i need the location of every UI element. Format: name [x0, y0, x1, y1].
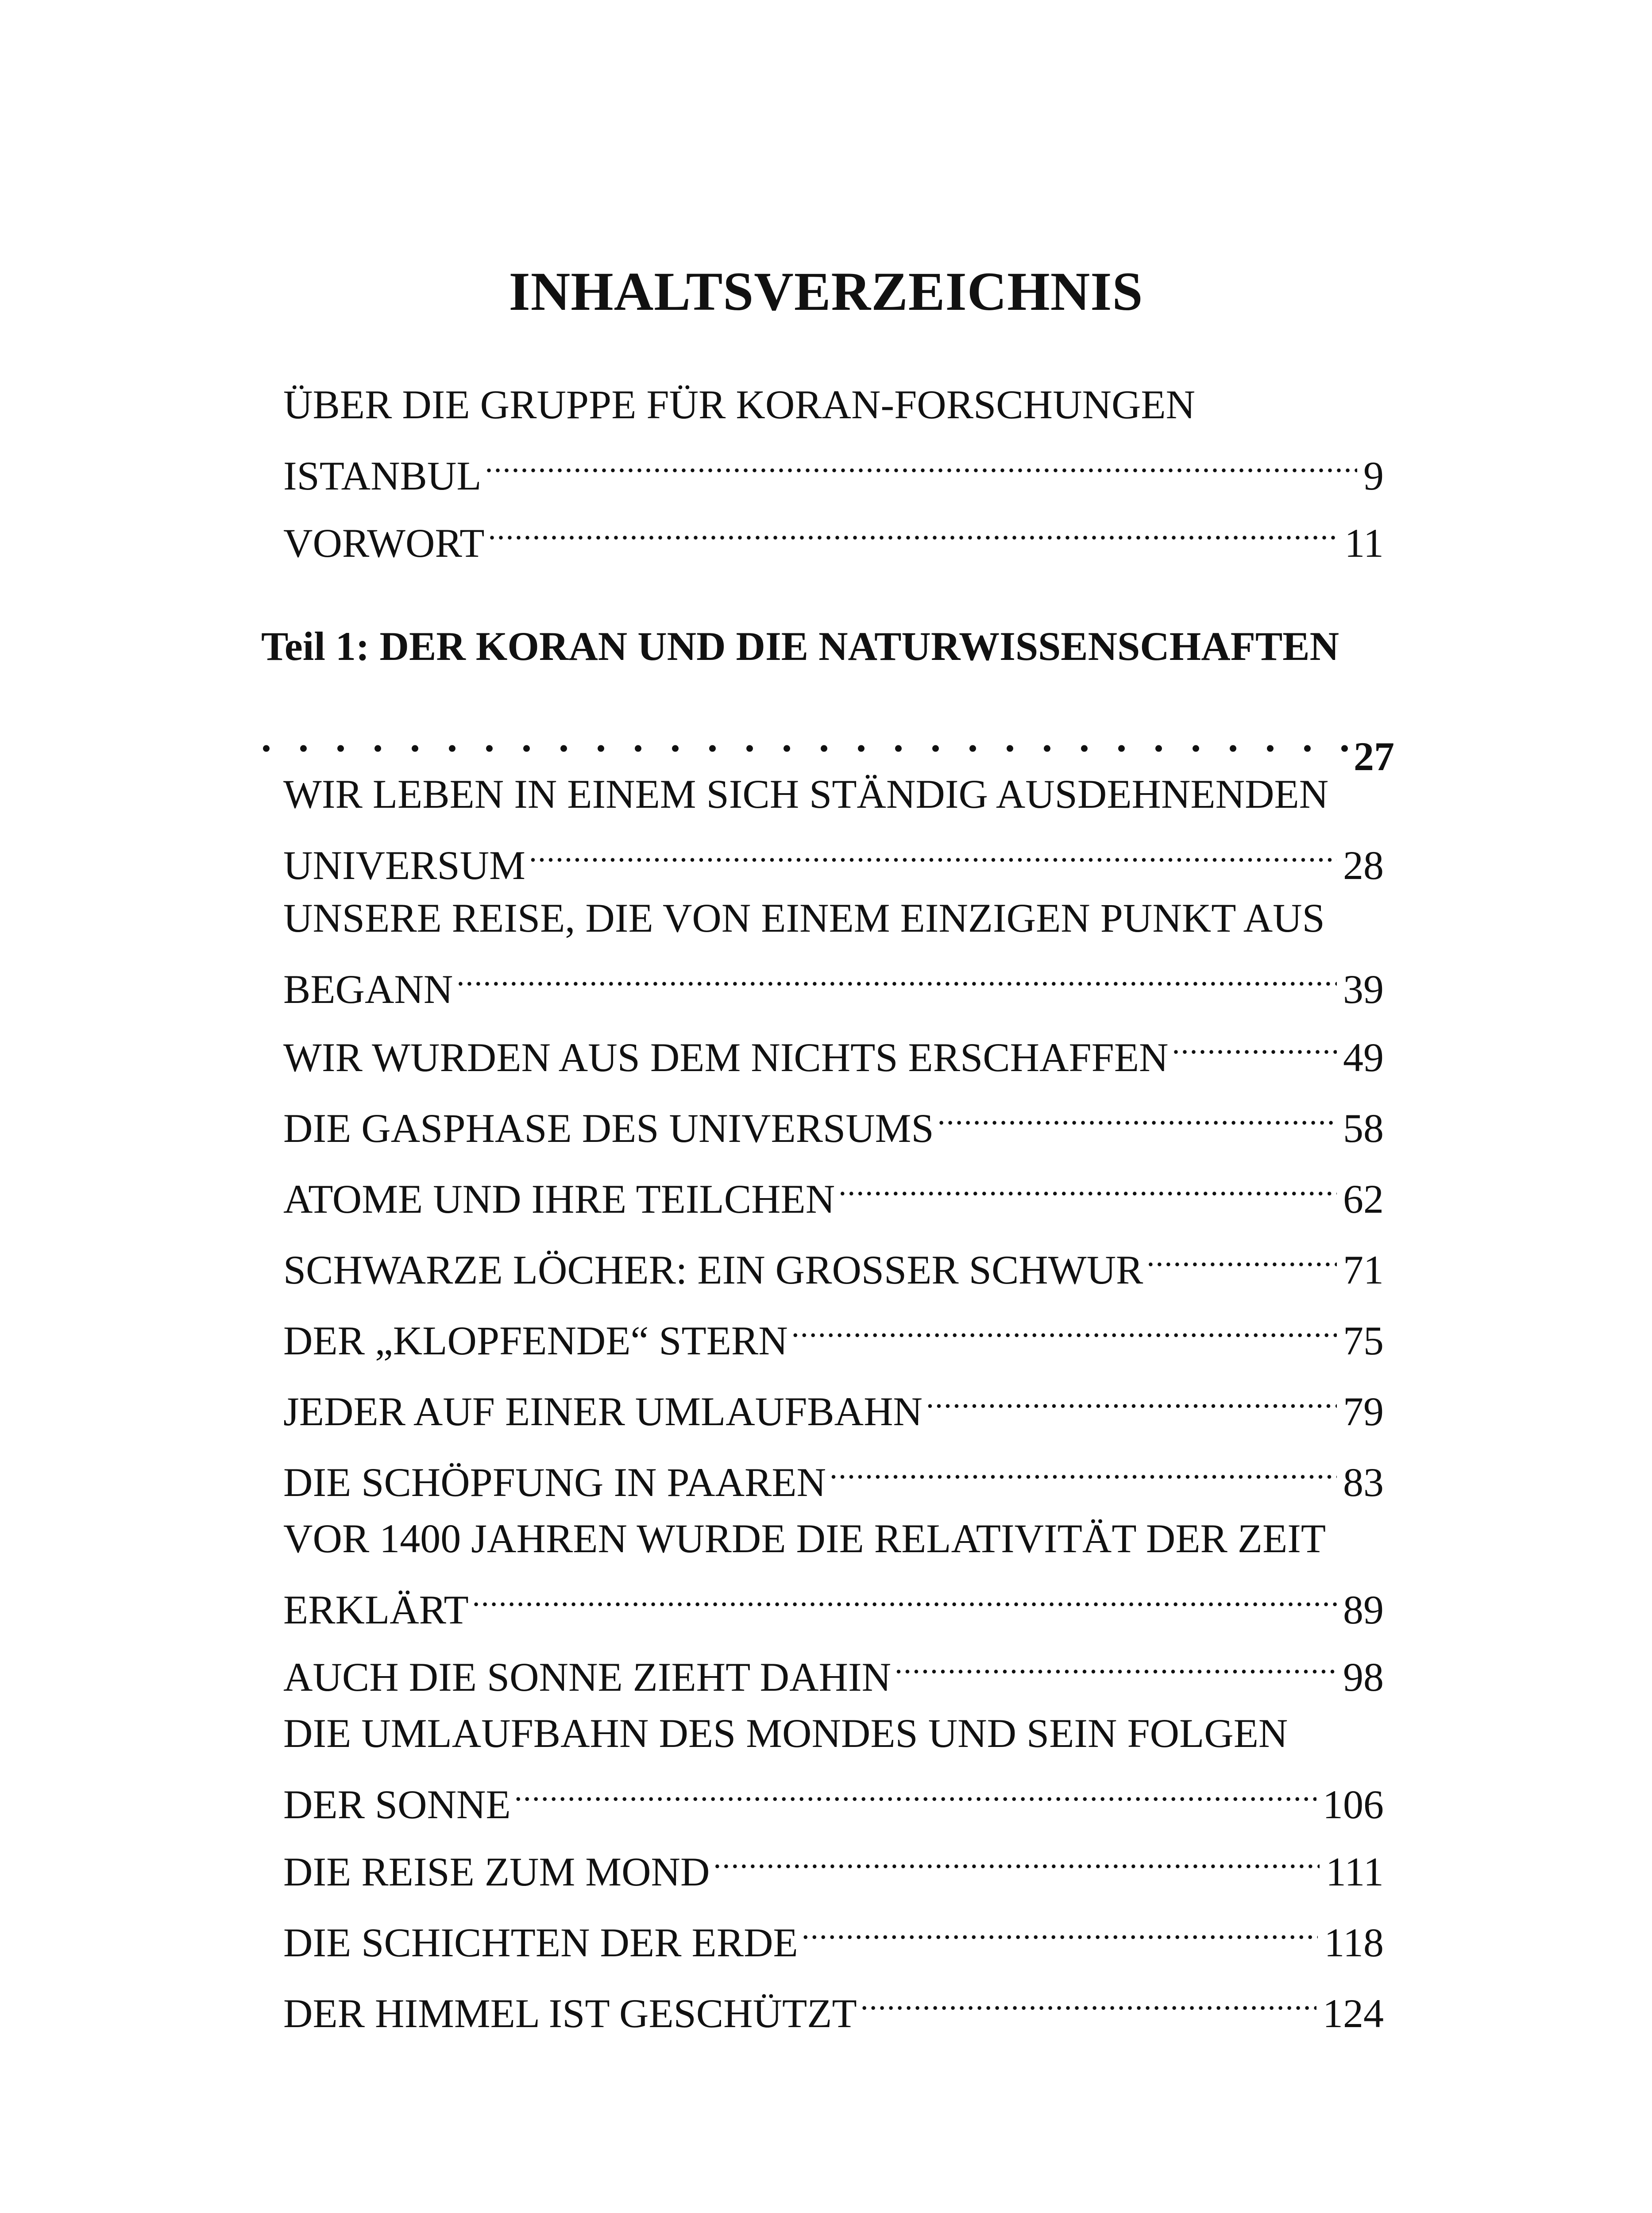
part-heading[interactable]: Teil 1: DER KORAN UND DIE NATURWISSENSCHAFTEN [261, 624, 1339, 669]
toc-entry[interactable] [283, 1227, 1384, 1298]
toc-entry-dotline [283, 1298, 1384, 1369]
toc-entry-page: 106 [1323, 1782, 1384, 1827]
toc-entry-dotline [283, 500, 1384, 571]
toc-entry[interactable] [283, 1510, 1384, 1638]
dot-leader [830, 1439, 1337, 1496]
toc-entry[interactable] [283, 1634, 1384, 1705]
toc-entry-title: ATOME UND IHRE TEILCHEN [283, 1176, 835, 1222]
dot-leader [1146, 1227, 1337, 1284]
toc-entry[interactable] [283, 1829, 1384, 1900]
toc-entry-title: DER HIMMEL IST GESCHÜTZT [283, 1991, 857, 2036]
toc-entry-dotline [283, 1014, 1384, 1086]
toc-entry-title: JEDER AUF EINER UMLAUFBAHN [283, 1389, 922, 1434]
toc-entry-title-line1: VOR 1400 JAHREN WURDE DIE RELATIVITÄT DER ZEIT [283, 1516, 1326, 1561]
dot-leader [485, 433, 1357, 490]
toc-entry-title: AUCH DIE SONNE ZIEHT DAHIN [283, 1654, 892, 1700]
toc-entry-title: DIE REISE ZUM MOND [283, 1849, 710, 1894]
toc-entry-page: 89 [1343, 1587, 1384, 1632]
toc-entry[interactable] [283, 1439, 1384, 1511]
toc-entry-page: 83 [1343, 1460, 1384, 1505]
dot-leader [472, 1567, 1337, 1623]
dot-leader [456, 946, 1337, 1003]
toc-entry-title-line2: BEGANN [283, 967, 453, 1012]
toc-entry[interactable] [283, 890, 1384, 1018]
dot-leader [861, 1970, 1316, 2027]
toc-entry[interactable] [283, 1014, 1384, 1086]
toc-entry-page: 71 [1343, 1247, 1384, 1292]
dot-leader [791, 1298, 1337, 1354]
toc-entry-page: 79 [1343, 1389, 1384, 1434]
toc-entry-title: WIR WURDEN AUS DEM NICHTS ERSCHAFFEN [283, 1035, 1169, 1080]
toc-entry-page: 58 [1343, 1106, 1384, 1151]
part-heading-page: 27 [1354, 734, 1394, 779]
toc-entry-title-line1: DIE UMLAUFBAHN DES MONDES UND SEIN FOLGEN [283, 1711, 1288, 1756]
toc-title: INHALTSVERZEICHNIS [509, 261, 1143, 322]
toc-entry-dotline [283, 433, 1384, 504]
toc-entry-dotline [283, 1156, 1384, 1227]
toc-entry[interactable] [283, 1970, 1384, 2042]
toc-entry-page: 9 [1363, 453, 1384, 498]
dot-leader [838, 1156, 1337, 1213]
toc-entry-title-line1: ÜBER DIE GRUPPE FÜR KORAN-FORSCHUNGEN [283, 382, 1196, 427]
toc-entry-page: 62 [1343, 1176, 1384, 1222]
toc-entry-page: 28 [1343, 843, 1384, 888]
toc-entry-dotline [283, 1970, 1384, 2042]
dot-leader [514, 1762, 1316, 1818]
toc-entry[interactable] [283, 1369, 1384, 1440]
dot-leader [529, 822, 1337, 879]
toc-entry-title-line2: UNIVERSUM [283, 843, 525, 888]
toc-entry-page: 39 [1343, 967, 1384, 1012]
toc-entry[interactable] [283, 376, 1384, 504]
dot-leader [488, 500, 1338, 557]
toc-entry-dotline [283, 1369, 1384, 1440]
toc-entry-dotline [283, 1227, 1384, 1298]
toc-entry-page: 118 [1324, 1920, 1384, 1965]
toc-entry[interactable] [283, 1900, 1384, 1971]
toc-entry-dotline [283, 1762, 1384, 1833]
toc-entry-title: SCHWARZE LÖCHER: EIN GROSSER SCHWUR [283, 1247, 1143, 1292]
dot-leader [926, 1369, 1337, 1425]
toc-entry[interactable] [283, 500, 1384, 571]
toc-entry-title: DER „KLOPFENDE“ STERN [283, 1318, 788, 1363]
toc-entry-title-line1: WIR LEBEN IN EINEM SICH STÄNDIG AUSDEHNENDEN [283, 771, 1329, 817]
toc-entry-title: DIE SCHICHTEN DER ERDE [283, 1920, 798, 1965]
toc-entry-page: 75 [1343, 1318, 1384, 1363]
dot-leader [938, 1085, 1337, 1142]
toc-entry-page: 111 [1325, 1849, 1384, 1894]
dot-leader [261, 708, 1354, 770]
toc-entry[interactable] [283, 766, 1384, 894]
toc-entry-title-line1: UNSERE REISE, DIE VON EINEM EINZIGEN PUNKT AUS [283, 895, 1325, 941]
dot-leader [895, 1634, 1337, 1691]
toc-entry-title-line2: DER SONNE [283, 1782, 511, 1827]
dot-leader [1172, 1014, 1337, 1071]
toc-entry-dotline [283, 1439, 1384, 1511]
toc-entry-page: 49 [1343, 1035, 1384, 1080]
toc-entry-dotline [283, 1567, 1384, 1638]
toc-entry-dotline [283, 1634, 1384, 1705]
toc-entry-page: 11 [1344, 520, 1384, 566]
toc-entry-dotline [283, 1085, 1384, 1157]
dot-leader [802, 1900, 1318, 1956]
toc-entry-dotline [283, 946, 1384, 1018]
toc-entry[interactable] [283, 1298, 1384, 1369]
toc-entry-title-line2: ERKLÄRT [283, 1587, 469, 1632]
toc-entry-dotline [283, 1829, 1384, 1900]
toc-entry-dotline [283, 822, 1384, 894]
toc-entry-title: VORWORT [283, 520, 485, 566]
toc-entry[interactable] [283, 1705, 1384, 1833]
toc-entry-page: 98 [1343, 1654, 1384, 1700]
toc-entry-page: 124 [1323, 1991, 1384, 2036]
toc-entry[interactable] [283, 1156, 1384, 1227]
toc-entry-title-line2: ISTANBUL [283, 453, 482, 498]
toc-entry-title: DIE SCHÖPFUNG IN PAAREN [283, 1460, 826, 1505]
dot-leader [713, 1829, 1319, 1885]
toc-entry-dotline [283, 1900, 1384, 1971]
toc-entry-title: DIE GASPHASE DES UNIVERSUMS [283, 1106, 934, 1151]
toc-entry[interactable] [283, 1085, 1384, 1157]
